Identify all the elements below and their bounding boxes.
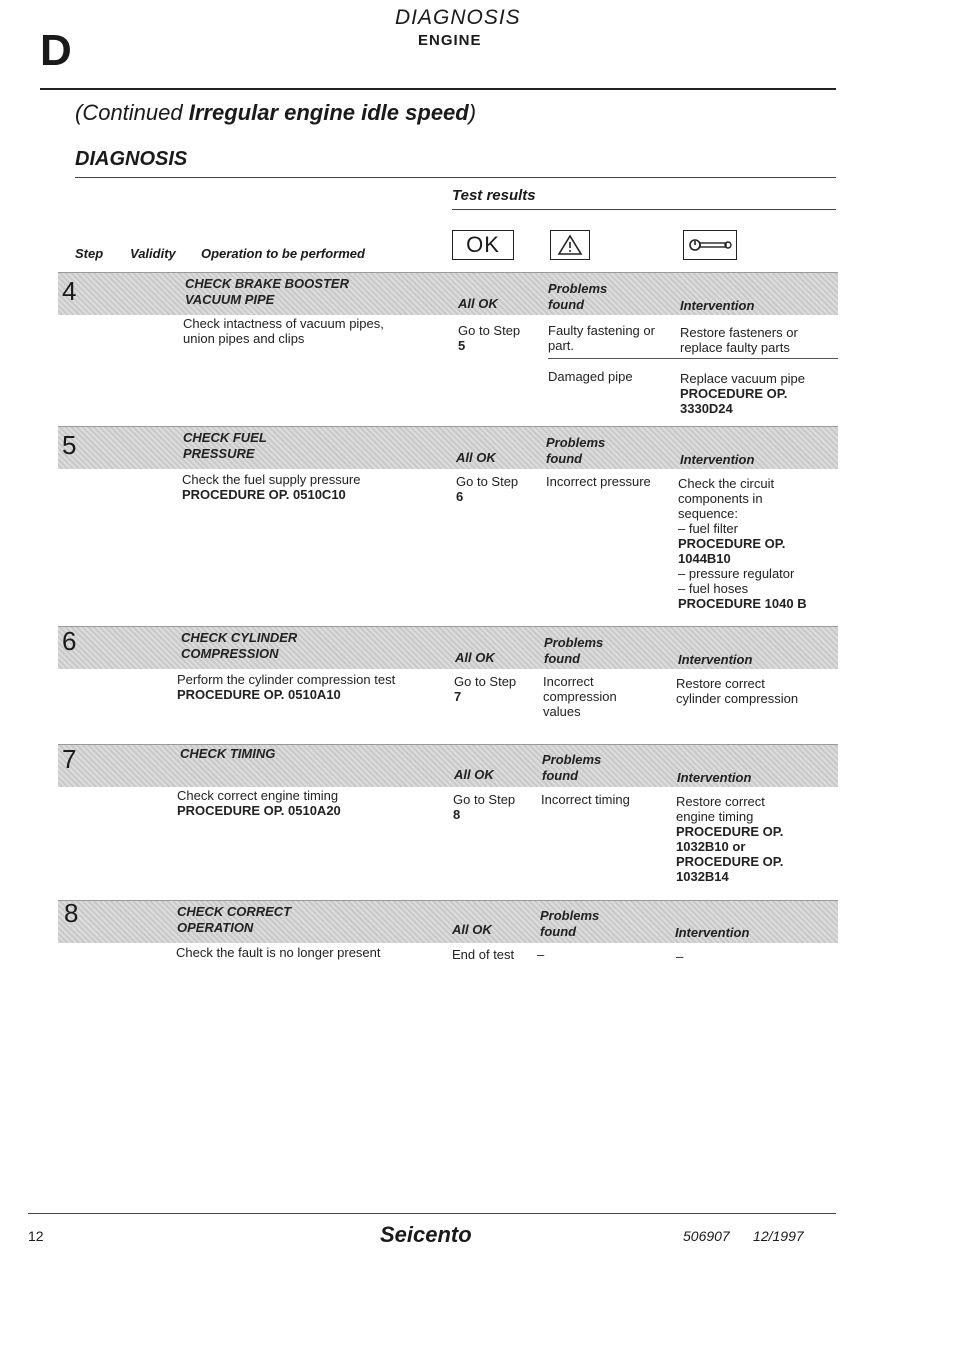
step-number: 7 [62,744,77,774]
step-number: 8 [64,898,79,928]
problem-text: Damaged pipe [548,369,633,384]
operation-text: Check correct engine timing PROCEDURE OP. 0510A20 [177,788,341,818]
warning-icon [550,230,590,260]
step-title: CHECK CORRECT OPERATION [177,904,292,935]
problems-found-label: Problems found [548,281,608,312]
problems-found-label: Problems found [540,908,600,939]
col-validity: Validity [130,246,176,261]
page-number: 12 [28,1228,44,1244]
all-ok-label: All OK [454,767,494,782]
intervention-label: Intervention [680,298,755,313]
test-results-label: Test results [452,187,536,204]
diagnosis-title: DIAGNOSIS [75,148,188,170]
intervention-text: – [676,949,684,964]
ok-action: Go to Step 7 [454,674,517,704]
intervention-label: Intervention [675,925,750,940]
step-title: CHECK FUEL PRESSURE [183,430,267,461]
step-number: 5 [62,430,77,460]
intervention-text: Restore fasteners or replace faulty parts [680,325,798,355]
header-subsection: ENGINE [418,32,482,49]
problem-text: Faulty fastening or part. [548,323,655,353]
step-title: CHECK BRAKE BOOSTER VACUUM PIPE [185,276,349,307]
intervention-text: Restore correct cylinder compression [676,676,799,706]
intervention-text: Replace vacuum pipe PROCEDURE OP. 3330D24 [680,371,806,416]
wrench-icon [683,230,737,260]
col-step: Step [75,246,104,261]
intervention-text: Check the circuit components in sequence: – fuel filter PROCEDURE OP. 1044B10 – pressure regulator – fuel hoses PROCEDURE 1040 B [678,476,807,611]
all-ok-label: All OK [452,922,492,937]
all-ok-label: All OK [455,650,495,665]
row-divider [548,358,838,359]
problems-found-label: Problems found [544,635,604,666]
problem-text: Incorrect timing [541,792,630,807]
brand-logo: Seicento [380,1222,472,1247]
diagnosis-rule [75,177,836,178]
step-title: CHECK CYLINDER COMPRESSION [181,630,298,661]
section-letter: D [40,26,72,75]
test-results-rule [452,209,836,210]
problems-found-label: Problems found [542,752,602,783]
ok-icon: OK [452,230,514,260]
intervention-label: Intervention [678,652,753,667]
all-ok-label: All OK [458,296,498,311]
intervention-label: Intervention [680,452,755,467]
operation-text: Check the fault is no longer present [176,945,381,960]
problem-text: Incorrect pressure [546,474,651,489]
operation-text: Check the fuel supply pressure PROCEDURE OP. 0510C10 [182,472,361,502]
operation-text: Check intactness of vacuum pipes, union pipes and clips [183,316,384,346]
ok-action: Go to Step 6 [456,474,519,504]
header-rule [40,88,836,90]
operation-text: Perform the cylinder compression test PROCEDURE OP. 0510A10 [177,672,396,702]
ok-action: Go to Step 8 [453,792,516,822]
intervention-text: Restore correct engine timing PROCEDURE OP. 1032B10 or PROCEDURE OP. 1032B14 [676,794,784,884]
step-number: 6 [62,626,77,656]
ok-action: End of test [452,947,515,962]
header-section: DIAGNOSIS [395,6,521,29]
procedure-code: 1032B10 or [676,839,746,854]
ok-action: Go to Step 5 [458,323,521,353]
footer-rule [28,1213,836,1214]
step-number: 4 [62,276,77,306]
document-code: 506907 12/1997 [683,1228,804,1244]
problem-text: Incorrect compression values [543,674,617,719]
problem-text: – [537,947,545,962]
step-title: CHECK TIMING [180,746,276,761]
all-ok-label: All OK [456,450,496,465]
intervention-label: Intervention [677,770,752,785]
col-operation: Operation to be performed [201,246,365,261]
page-title: (Continued Irregular engine idle speed) [75,100,477,125]
problems-found-label: Problems found [546,435,606,466]
